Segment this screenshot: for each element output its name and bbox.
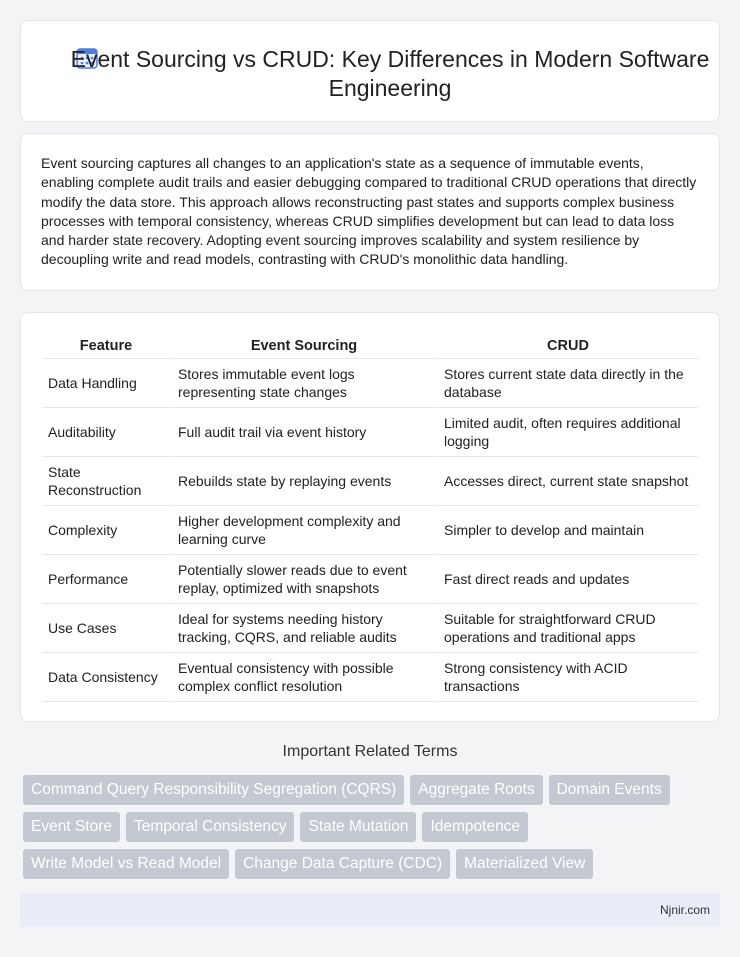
crud-cell: Suitable for straightforward CRUD operations and traditional apps <box>436 604 698 653</box>
crud-cell: Limited audit, often requires additional logging <box>436 408 698 457</box>
table-row <box>42 408 698 457</box>
crud-cell: Strong consistency with ACID transactions <box>436 653 698 702</box>
table-row <box>42 604 698 653</box>
table-row <box>42 457 698 506</box>
title-card <box>20 20 720 122</box>
page-title: Event Sourcing vs CRUD: Key Differences in Modern Software Engineering <box>70 46 710 101</box>
tag-domain-events[interactable]: Domain Events <box>549 775 670 805</box>
event-sourcing-cell: Stores immutable event logs representing state changes <box>170 359 436 408</box>
table-row <box>42 506 698 555</box>
event-sourcing-cell: Potentially slower reads due to event replay, optimized with snapshots <box>170 555 436 604</box>
crud-cell: Fast direct reads and updates <box>436 555 698 604</box>
feature-cell: Data Handling <box>42 359 170 408</box>
related-terms-list <box>23 775 723 886</box>
tag-event-store[interactable]: Event Store <box>23 812 120 842</box>
tag-row <box>23 775 723 805</box>
event-sourcing-cell: Ideal for systems needing history tracking, CQRS, and reliable audits <box>170 604 436 653</box>
comparison-table <box>42 335 698 702</box>
crud-cell: Accesses direct, current state snapshot <box>436 457 698 506</box>
tag-row <box>23 849 723 879</box>
tag-state-mutation[interactable]: State Mutation <box>300 812 416 842</box>
tag-write-vs-read-model[interactable]: Write Model vs Read Model <box>23 849 229 879</box>
event-sourcing-cell: Rebuilds state by replaying events <box>170 457 436 506</box>
tag-materialized-view[interactable]: Materialized View <box>456 849 593 879</box>
footer <box>20 893 720 927</box>
event-sourcing-cell: Higher development complexity and learning curve <box>170 506 436 555</box>
table-row <box>42 555 698 604</box>
summary-card <box>20 133 720 291</box>
tag-row <box>23 812 723 842</box>
feature-cell: Data Consistency <box>42 653 170 702</box>
table-header-row <box>42 335 698 359</box>
event-sourcing-cell: Full audit trail via event history <box>170 408 436 457</box>
table-row <box>42 653 698 702</box>
feature-cell: State Reconstruction <box>42 457 170 506</box>
event-sourcing-cell: Eventual consistency with possible complex conflict resolution <box>170 653 436 702</box>
feature-cell: Complexity <box>42 506 170 555</box>
tag-temporal-consistency[interactable]: Temporal Consistency <box>126 812 294 842</box>
header-event-sourcing: Event Sourcing <box>170 335 436 359</box>
header-crud: CRUD <box>436 335 698 359</box>
comparison-table-card <box>20 312 720 722</box>
feature-cell: Auditability <box>42 408 170 457</box>
tag-cqrs[interactable]: Command Query Responsibility Segregation (CQRS) <box>23 775 404 805</box>
footer-site-link[interactable]: Njnir.com <box>659 903 710 917</box>
header-feature: Feature <box>42 335 170 359</box>
tag-idempotence[interactable]: Idempotence <box>422 812 528 842</box>
related-terms-heading: Important Related Terms <box>282 743 458 760</box>
feature-cell: Performance <box>42 555 170 604</box>
tag-aggregate-roots[interactable]: Aggregate Roots <box>410 775 542 805</box>
crud-cell: Simpler to develop and maintain <box>436 506 698 555</box>
crud-cell: Stores current state data directly in the database <box>436 359 698 408</box>
table-row <box>42 359 698 408</box>
feature-cell: Use Cases <box>42 604 170 653</box>
tag-change-data-capture[interactable]: Change Data Capture (CDC) <box>235 849 450 879</box>
summary-text: Event sourcing captures all changes to an application's state as a sequence of immutable events, enabling complete audit trails and easier debugging compared to traditional CRUD operations that directly modify the data store. This approach allows reconstructing past states and supports complex business processes with temporal consistency, whereas CRUD simplifies development but can lead to data loss and harder state recovery. Adopting event sourcing improves scalability and system resilience by decoupling write and read models, contrasting with CRUD's monolithic data handling. <box>41 155 697 268</box>
